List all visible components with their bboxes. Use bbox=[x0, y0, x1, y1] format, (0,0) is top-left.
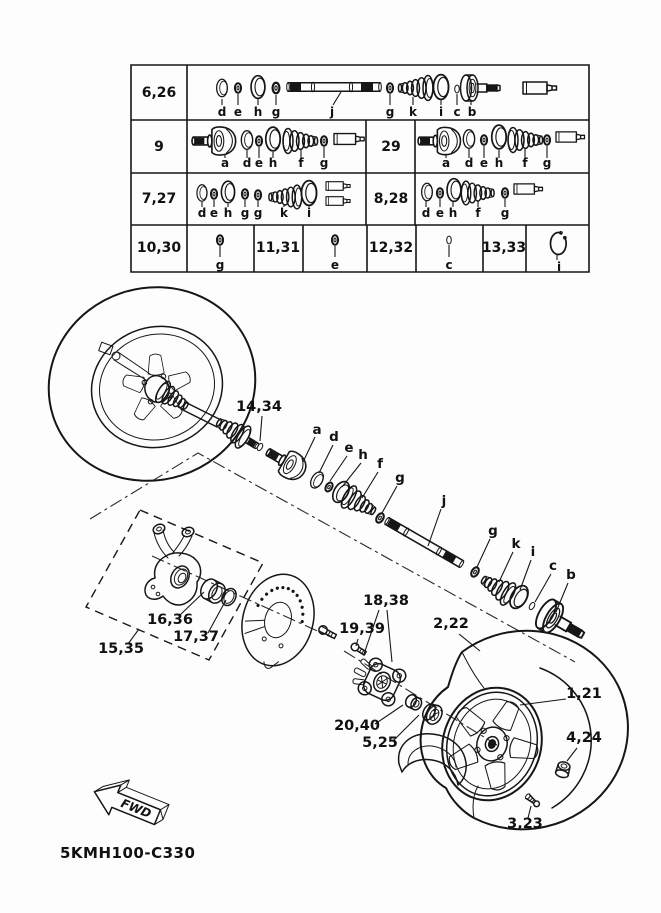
fwd-label: FWD bbox=[118, 796, 154, 821]
part-letter: b bbox=[467, 105, 477, 119]
callout-leaders bbox=[128, 416, 577, 818]
applicability-table bbox=[131, 65, 589, 274]
part-letter: e bbox=[233, 105, 243, 119]
callout-d: d bbox=[329, 429, 339, 445]
part-letter: a bbox=[441, 156, 451, 170]
part-letter: e bbox=[209, 206, 219, 220]
part-letter: h bbox=[448, 206, 458, 220]
table-row2b-parts bbox=[418, 125, 584, 158]
table-ref-9: 9 bbox=[154, 139, 164, 155]
callout-3-23: 3,23 bbox=[507, 816, 543, 832]
castle-nut bbox=[404, 693, 424, 712]
callout-a: a bbox=[312, 422, 322, 438]
wheel-hub bbox=[346, 642, 445, 727]
table-row1-parts bbox=[217, 75, 557, 105]
callout-b: b bbox=[566, 567, 576, 583]
valve-stem bbox=[524, 793, 540, 808]
part-letter: a bbox=[220, 156, 230, 170]
steering-knuckle bbox=[145, 522, 201, 605]
callout-2-22: 2,22 bbox=[433, 616, 469, 632]
callout-17-37: 17,37 bbox=[173, 629, 219, 645]
steering-linkage bbox=[99, 342, 150, 380]
part-letter: g bbox=[271, 105, 281, 119]
callout-15-35: 15,35 bbox=[98, 641, 144, 657]
callout-g2: g bbox=[488, 523, 498, 539]
table-row3b-parts bbox=[422, 179, 543, 207]
part-letter: i bbox=[556, 260, 562, 274]
callout-19-39: 19,39 bbox=[339, 621, 385, 637]
part-letter: e bbox=[479, 156, 489, 170]
table-row3a-parts bbox=[197, 181, 350, 209]
part-letter: e bbox=[435, 206, 445, 220]
hub-bolt bbox=[350, 642, 367, 657]
callout-e: e bbox=[344, 440, 354, 456]
brake-disc-guard bbox=[231, 566, 338, 677]
part-letter: h bbox=[268, 156, 278, 170]
table-ref-12-32: 12,32 bbox=[368, 240, 414, 256]
table-ref-11-31: 11,31 bbox=[255, 240, 301, 256]
drawing-code: 5KMH100-C330 bbox=[60, 844, 196, 862]
part-letter: g bbox=[542, 156, 552, 170]
part-letter: c bbox=[453, 105, 461, 119]
part-letter: g bbox=[253, 206, 263, 220]
part-letter: g bbox=[215, 258, 225, 272]
part-letter: d bbox=[242, 156, 252, 170]
part-letter: h bbox=[223, 206, 233, 220]
table-ref-7-27: 7,27 bbox=[141, 191, 177, 207]
callout-5-25: 5,25 bbox=[362, 735, 398, 751]
part-letter: i bbox=[438, 105, 444, 119]
part-letter: h bbox=[253, 105, 263, 119]
table-ref-8-28: 8,28 bbox=[373, 191, 409, 207]
table-ref-10-30: 10,30 bbox=[136, 240, 182, 256]
callout-i: i bbox=[530, 544, 536, 560]
callout-j: j bbox=[441, 493, 447, 509]
drive-shaft-assembly bbox=[256, 440, 591, 650]
part-letter: i bbox=[306, 206, 312, 220]
wheel-nut bbox=[555, 760, 572, 778]
part-letter: f bbox=[522, 156, 528, 170]
part-letter: h bbox=[494, 156, 504, 170]
part-letter: d bbox=[464, 156, 474, 170]
callout-f: f bbox=[377, 456, 383, 472]
callout-16-36: 16,36 bbox=[147, 612, 193, 628]
part-letter: k bbox=[409, 105, 417, 119]
part-letter: e bbox=[330, 258, 340, 272]
callout-1-21: 1,21 bbox=[566, 686, 602, 702]
callout-h: h bbox=[358, 447, 368, 463]
part-letter: d bbox=[217, 105, 227, 119]
callout-14-34: 14,34 bbox=[236, 399, 282, 415]
part-letter: g bbox=[240, 206, 250, 220]
callout-g1: g bbox=[395, 470, 405, 486]
callout-18-38: 18,38 bbox=[363, 593, 409, 609]
part-letter: d bbox=[421, 206, 431, 220]
guard-bolt bbox=[317, 624, 337, 640]
part-letter: c bbox=[445, 258, 453, 272]
callout-4-24: 4,24 bbox=[566, 730, 602, 746]
callout-c: c bbox=[548, 558, 558, 574]
wheel-bearing bbox=[197, 576, 228, 606]
part-letter: j bbox=[329, 105, 335, 119]
part-letter: k bbox=[280, 206, 288, 220]
table-ref-6-26: 6,26 bbox=[141, 85, 177, 101]
front-wheel bbox=[23, 261, 280, 508]
callout-20-40: 20,40 bbox=[334, 718, 380, 734]
part-letter: f bbox=[298, 156, 304, 170]
part-letter: f bbox=[475, 206, 481, 220]
part-letter: g bbox=[319, 156, 329, 170]
table-ref-29: 29 bbox=[381, 139, 401, 155]
callout-k: k bbox=[511, 536, 521, 552]
part-letter: g bbox=[385, 105, 395, 119]
part-letter: e bbox=[254, 156, 264, 170]
drive-shaft bbox=[384, 517, 465, 569]
table-row2a-parts bbox=[192, 127, 364, 158]
table-ref-13-33: 13,33 bbox=[481, 240, 527, 256]
part-letter: d bbox=[197, 206, 207, 220]
wheel-rim bbox=[428, 675, 556, 814]
fwd-arrow bbox=[88, 769, 172, 834]
part-letter: g bbox=[500, 206, 510, 220]
